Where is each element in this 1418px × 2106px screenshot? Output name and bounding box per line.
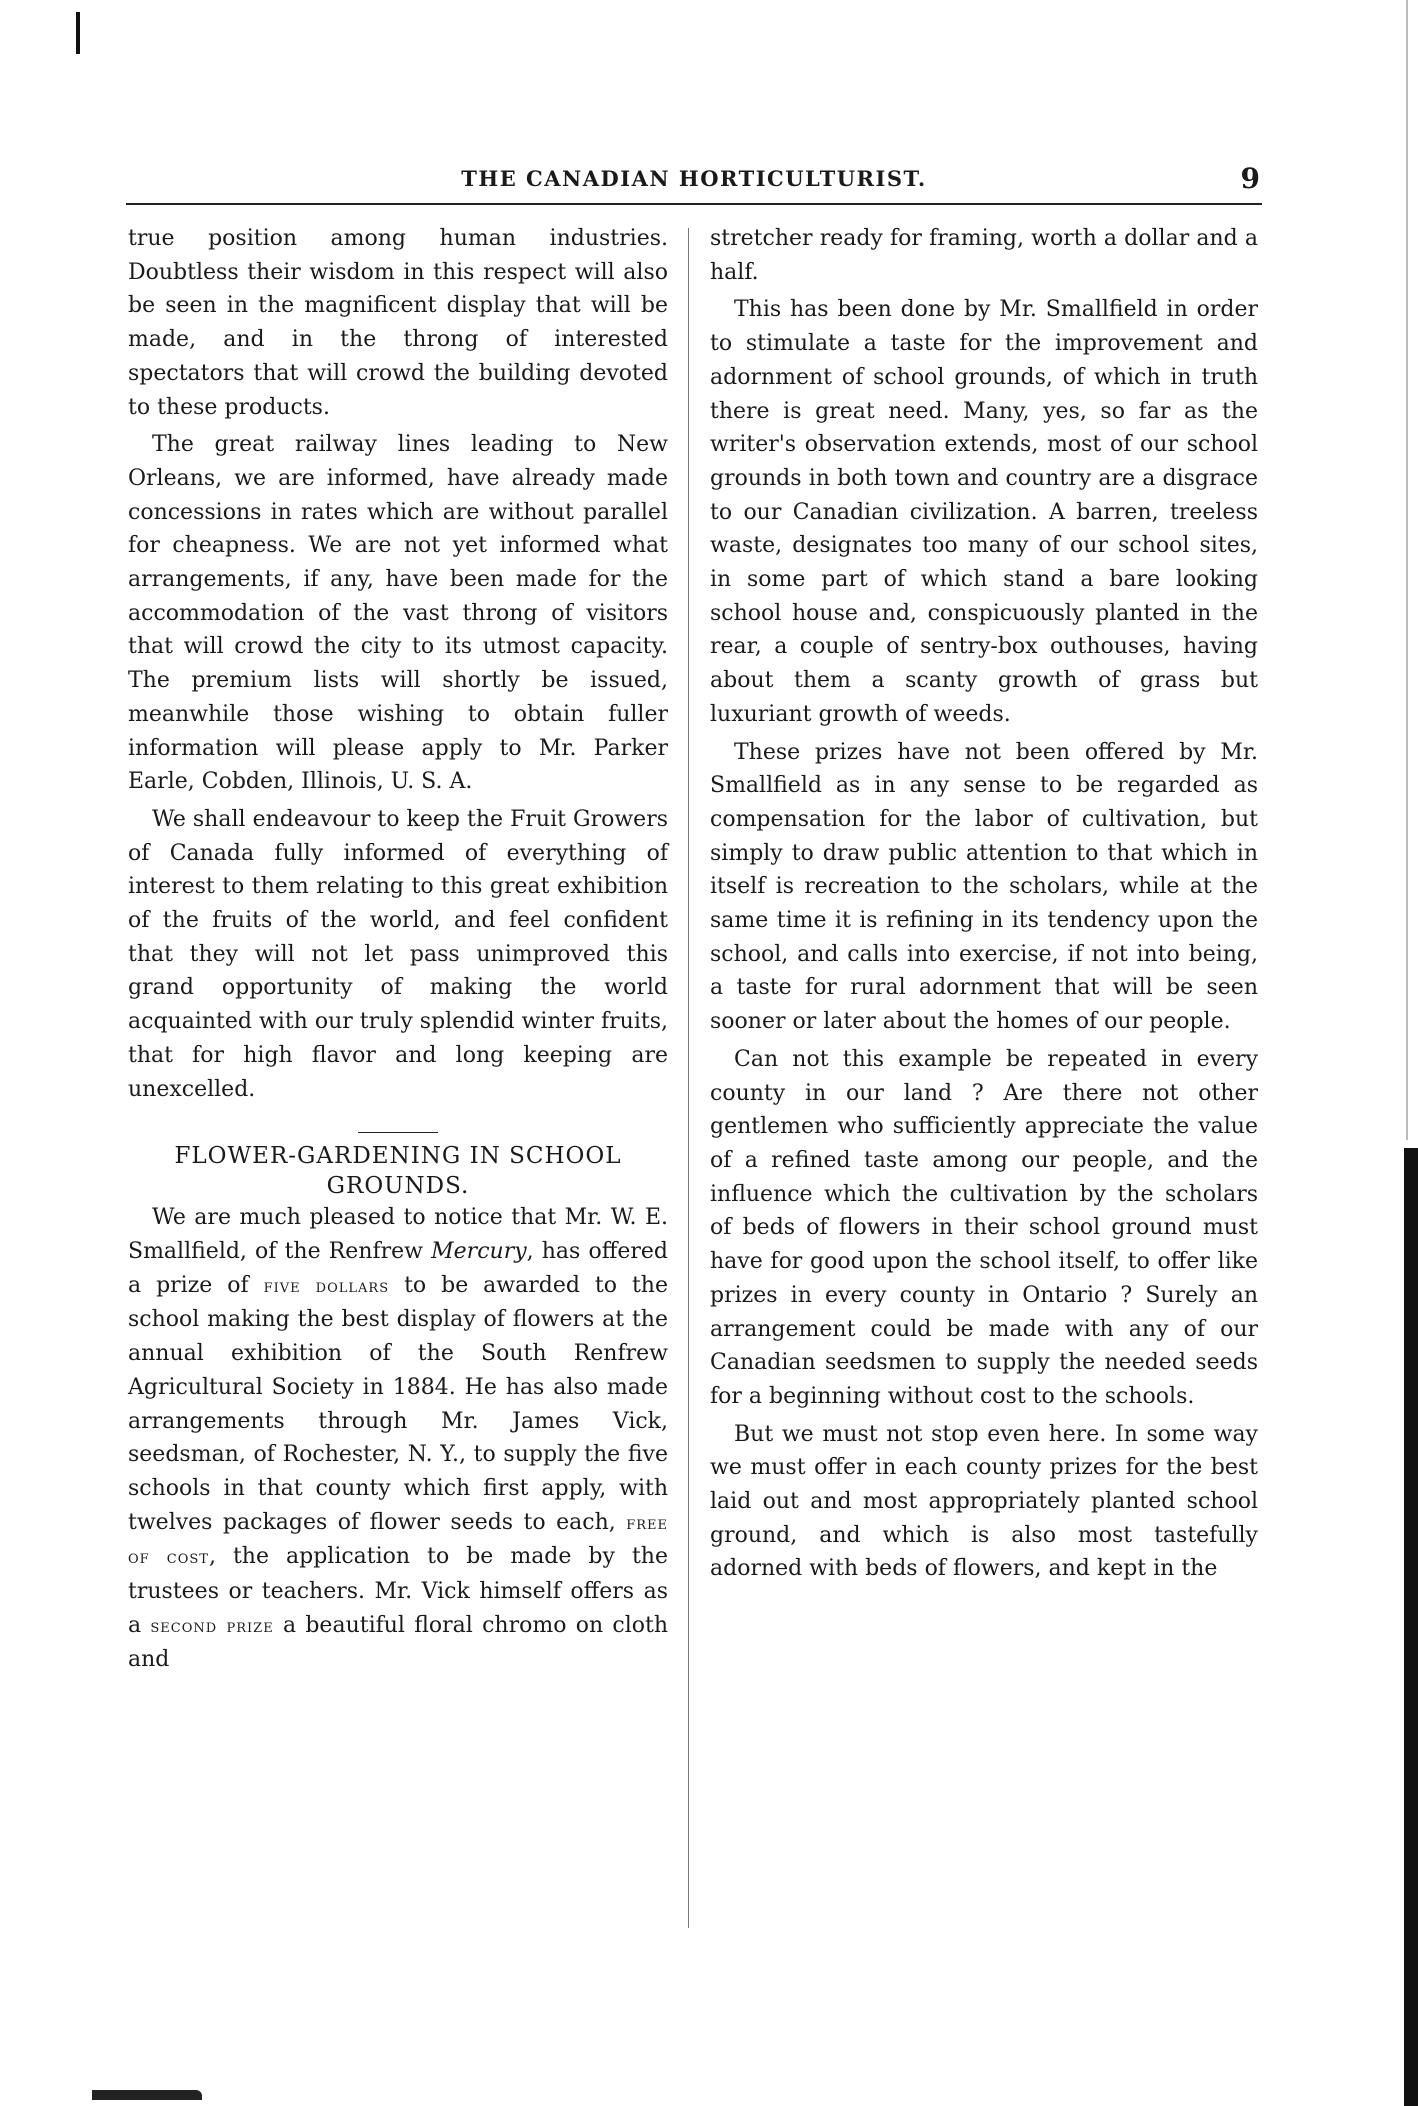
right-column bbox=[710, 222, 1258, 1586]
paragraph: This has been done by Mr. Smallfield in order to stimulate a taste for the improvement and adornment of school grounds, of which in truth there is great need. Many, yes, so far as the writer's observation extends, most of our school grounds in both town and country are a disgrace to our Canadian civilization. A barren, treeless waste, designates too many of our school sites, in some part of which stand a bare looking school house and, conspicuously planted in the rear, a couple of sentry-box outhouses, having about them a scanty growth of grass but luxuriant growth of weeds. bbox=[710, 297, 1258, 727]
paragraph: But we must not stop even here. In some way we must offer in each county prizes for the best laid out and most appropriately planted school ground, and which is also most tastefully adorned with beds of flowers, and kept in the bbox=[710, 1421, 1258, 1582]
paragraph bbox=[128, 1201, 668, 1677]
prize-amount: five dollars bbox=[263, 1274, 390, 1297]
text-run: , the application to be made by the trustees or teachers. Mr. Vick himself offers as a bbox=[128, 1544, 668, 1638]
margin-ink-mark bbox=[76, 12, 80, 54]
text-run: We are much pleased to notice that Mr. W. E. Smallfield, of the Renfrew bbox=[128, 1205, 668, 1264]
paragraph: These prizes have not been offered by Mr. Smallfield as in any sense to be regarded as compensation for the labor of cultivation, but simply to draw public attention to that which in itself is recreation to the scholars, while at the same time it is refining in its tendency upon the school, and calls into exercise, if not into being, a taste for rural adornment that will be seen sooner or later about the homes of our people. bbox=[710, 739, 1258, 1035]
paragraph: Can not this example be repeated in every county in our land ? Are there not other gentlemen who sufficiently appreciate the value of a refined taste among our people, and the influence which the cultivation by the scholars of beds of flowers in their school ground must have for good upon the school itself, to offer like prizes in every county in Ontario ? Surely an arrangement could be made with any of our Canadian seedsmen to supply the needed seeds for a beginning without cost to the schools. bbox=[710, 1046, 1258, 1409]
paragraph: The great railway lines leading to New Orleans, we are informed, have already made concessions in rates which are without parallel for cheapness. We are not yet informed what arrangements, if any, have been made for the accommodation of the vast throng of visitors that will crowd the city to its utmost capacity. The premium lists will shortly be issued, meanwhile those wishing to obtain fuller information will please apply to Mr. Parker Earle, Cobden, Illinois, U. S. A. bbox=[128, 432, 668, 795]
page-number: 9 bbox=[1240, 162, 1260, 195]
page-edge-shadow bbox=[1404, 1148, 1418, 2106]
paragraph: stretcher ready for framing, worth a dollar and a half. bbox=[710, 226, 1258, 285]
newspaper-name: Mercury bbox=[431, 1238, 527, 1264]
paragraph: true position among human industries. Doubtless their wisdom in this respect will also be seen in the magnificent display that will be made, and in the throng of interested spectators that will crowd the building devoted to these products. bbox=[128, 226, 668, 420]
text-run: to be awarded to the school making the best display of flowers at the annual exhibition of the South Renfrew Agricultural Society in 1884. He has also made arrangements through Mr. James Vick, seedsman, of Rochester, N. Y., to supply the five schools in that county which first apply, with twelves packages of flower seeds to each, bbox=[128, 1272, 668, 1535]
header-rule bbox=[126, 203, 1262, 205]
paragraph: We shall endeavour to keep the Fruit Growers of Canada fully informed of everything of interest to them relating to this great exhibition of the fruits of the world, and feel confident that they will not let pass unimproved this grand opportunity of making the world acquainted with our truly splendid winter fruits, that for high flavor and long keeping are unexcelled. bbox=[128, 806, 668, 1102]
page-edge-line bbox=[1406, 0, 1408, 1140]
text-run: , has offered a prize of bbox=[128, 1238, 668, 1298]
column-rule bbox=[688, 228, 689, 1928]
section-divider bbox=[358, 1132, 438, 1133]
left-column bbox=[128, 222, 668, 1677]
running-title: THE CANADIAN HORTICULTURIST. bbox=[461, 166, 927, 191]
page-header bbox=[128, 162, 1260, 202]
text-run: a beautiful floral chromo on cloth and bbox=[128, 1612, 669, 1673]
section-heading: FLOWER-GARDENING IN SCHOOL GROUNDS. bbox=[174, 1143, 622, 1200]
free-of-cost: free of cost bbox=[128, 1511, 668, 1569]
bottom-ink-smudge bbox=[92, 2090, 202, 2100]
second-prize: second prize bbox=[150, 1614, 274, 1637]
